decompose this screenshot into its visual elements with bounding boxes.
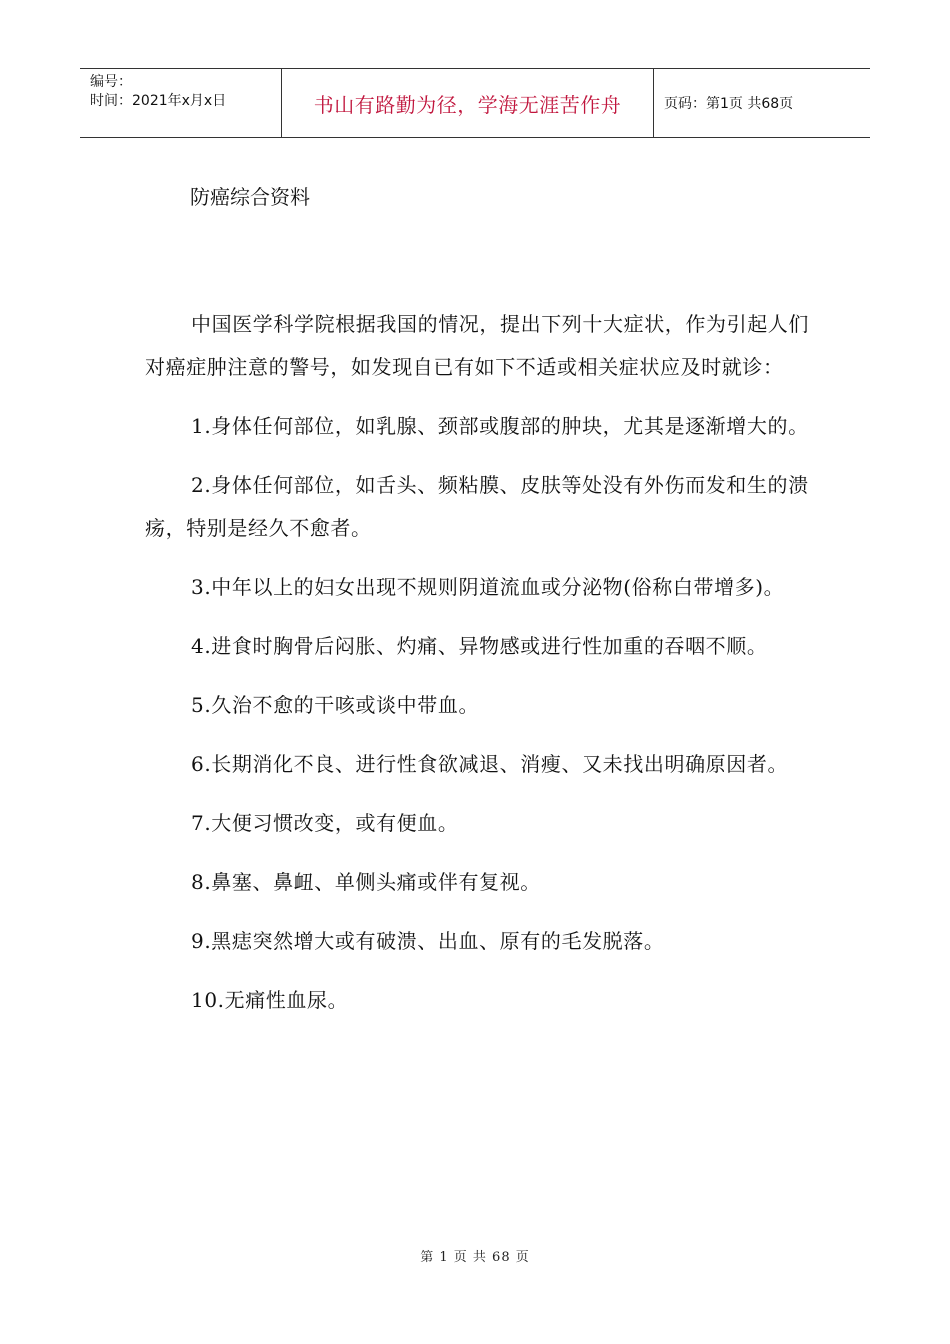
symptom-item-3: 3.中年以上的妇女出现不规则阴道流血或分泌物(俗称白带增多)。 [191, 575, 785, 599]
symptom-item-7: 7.大便习惯改变，或有便血。 [191, 811, 459, 835]
document-title: 防癌综合资料 [190, 185, 310, 209]
date-label: 时间：2021年x月x日 [90, 93, 227, 109]
serial-number-label: 编号： [90, 74, 132, 90]
symptom-item-6: 6.长期消化不良、进行性食欲减退、消瘦、又未找出明确原因者。 [191, 752, 789, 776]
document-body [145, 303, 815, 1038]
header-motto: 书山有路勤为径，学海无涯苦作舟 [282, 69, 654, 137]
symptom-item-10: 10.无痛性血尿。 [191, 988, 349, 1012]
header-page-info: 页码：第1页 共68页 [664, 96, 794, 112]
symptom-item-4: 4.进食时胸骨后闷胀、灼痛、异物感或进行性加重的吞咽不顺。 [191, 634, 768, 658]
symptom-item-9: 9.黑痣突然增大或有破溃、出血、原有的毛发脱落。 [191, 929, 665, 953]
symptom-item-2: 2.身体任何部位，如舌头、频粘膜、皮肤等处没有外伤而发和生的溃疡，特别是经久不愈者。 [145, 473, 809, 540]
symptom-item-8: 8.鼻塞、鼻衄、单侧头痛或伴有复视。 [191, 870, 541, 894]
page-footer: 第 1 页 共 68 页 [420, 1250, 530, 1265]
symptom-item-1: 1.身体任何部位，如乳腺、颈部或腹部的肿块，尤其是逐渐增大的。 [191, 414, 809, 438]
intro-paragraph: 中国医学科学院根据我国的情况，提出下列十大症状，作为引起人们对癌症肿注意的警号，如发现自已有如下不适或相关症状应及时就诊： [145, 312, 809, 379]
symptom-item-5: 5.久治不愈的干咳或谈中带血。 [191, 693, 480, 717]
header-meta [80, 69, 282, 137]
page-header [80, 68, 870, 138]
